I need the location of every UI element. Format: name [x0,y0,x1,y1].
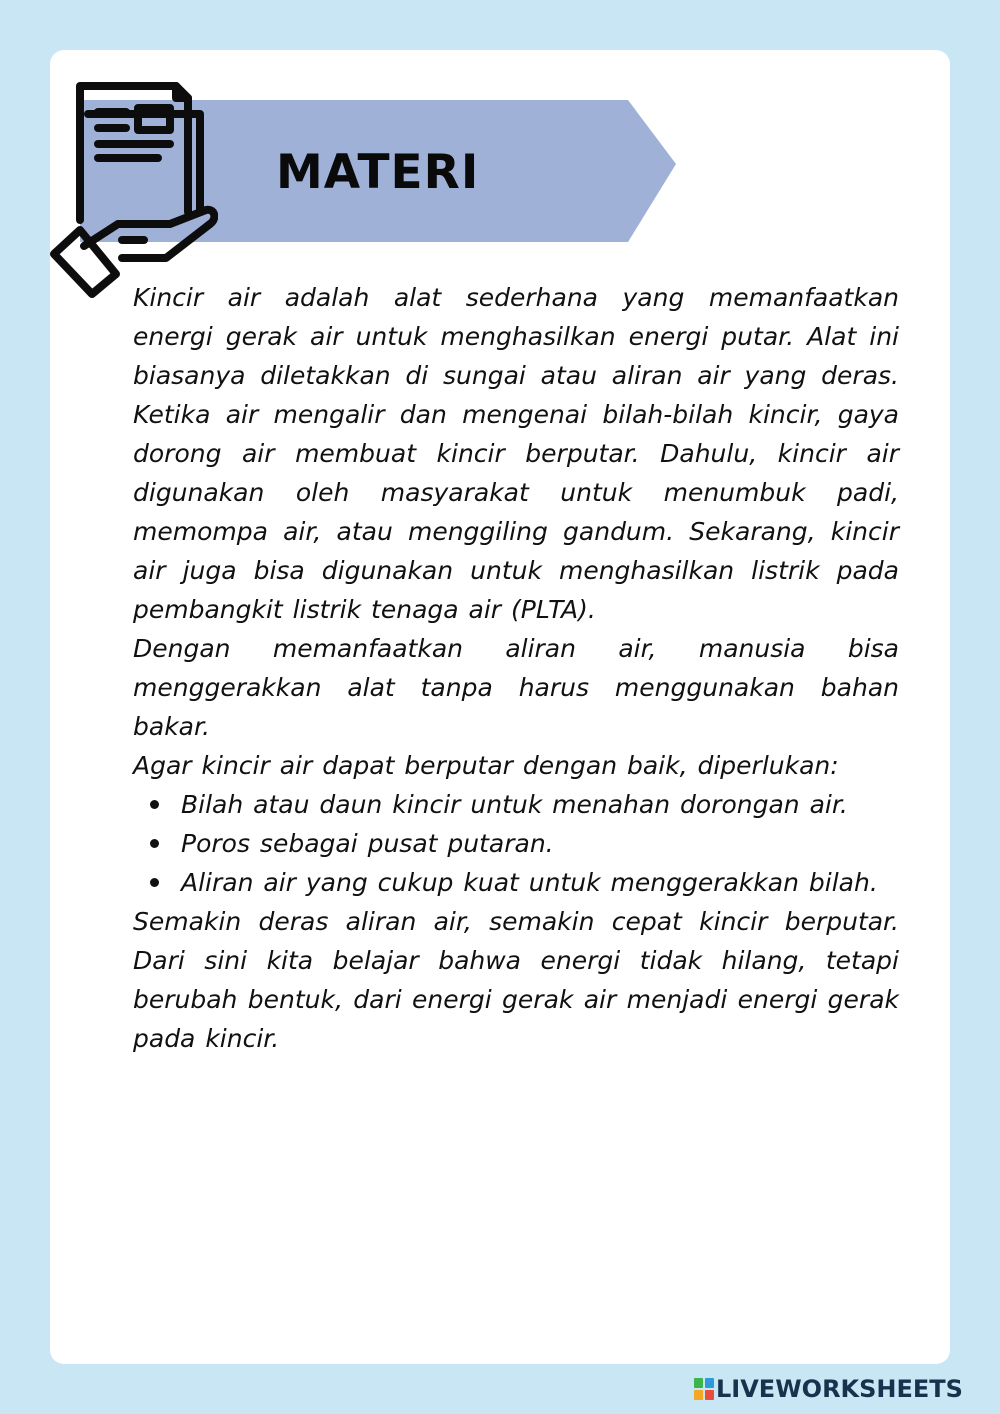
list-item-text: Bilah atau daun kincir untuk menahan dorongan air. [181,790,848,819]
bullet-icon [150,839,159,848]
requirements-list [133,785,899,902]
list-item [181,863,899,902]
page-title: MATERI [276,145,480,200]
list-item-text: Aliran air yang cukup kuat untuk menggerakkan bilah. [181,868,878,897]
paragraph-requirements-intro: Agar kincir air dapat berputar dengan baik, diperlukan: [133,751,839,780]
document-hand-icon [48,78,218,300]
bullet-icon [150,878,159,887]
paragraph-intro: Kincir air adalah alat sederhana yang memanfaatkan energi gerak air untuk menghasilkan energi putar. Alat ini biasanya diletakkan di sungai atau aliran air yang deras. Ketika air mengalir dan mengenai bilah-bilah kincir, gaya dorong air membuat kincir berputar. Dahulu, kincir air digunakan oleh masyarakat untuk menumbuk padi, memompa air, atau menggiling gandum. Sekarang, kincir air juga bisa digunakan untuk menghasilkan listrik pada pembangkit listrik tenaga air (PLTA). [133,283,899,624]
paragraph-conclusion: Semakin deras aliran air, semakin cepat kincir berputar. Dari sini kita belajar bahwa energi tidak hilang, tetapi berubah bentuk, dari energi gerak air menjadi energi gerak pada kincir. [133,907,899,1053]
list-item [181,824,899,863]
brand-name: LIVEWORKSHEETS [716,1375,963,1403]
bullet-icon [150,800,159,809]
liveworksheets-logo[interactable] [694,1374,963,1404]
liveworksheets-icon [694,1378,714,1400]
list-item [181,785,899,824]
paragraph-benefit: Dengan memanfaatkan aliran air, manusia bisa menggerakkan alat tanpa harus menggunakan bahan bakar. [133,634,899,741]
list-item-text: Poros sebagai pusat putaran. [181,829,554,858]
material-content [133,278,899,1058]
